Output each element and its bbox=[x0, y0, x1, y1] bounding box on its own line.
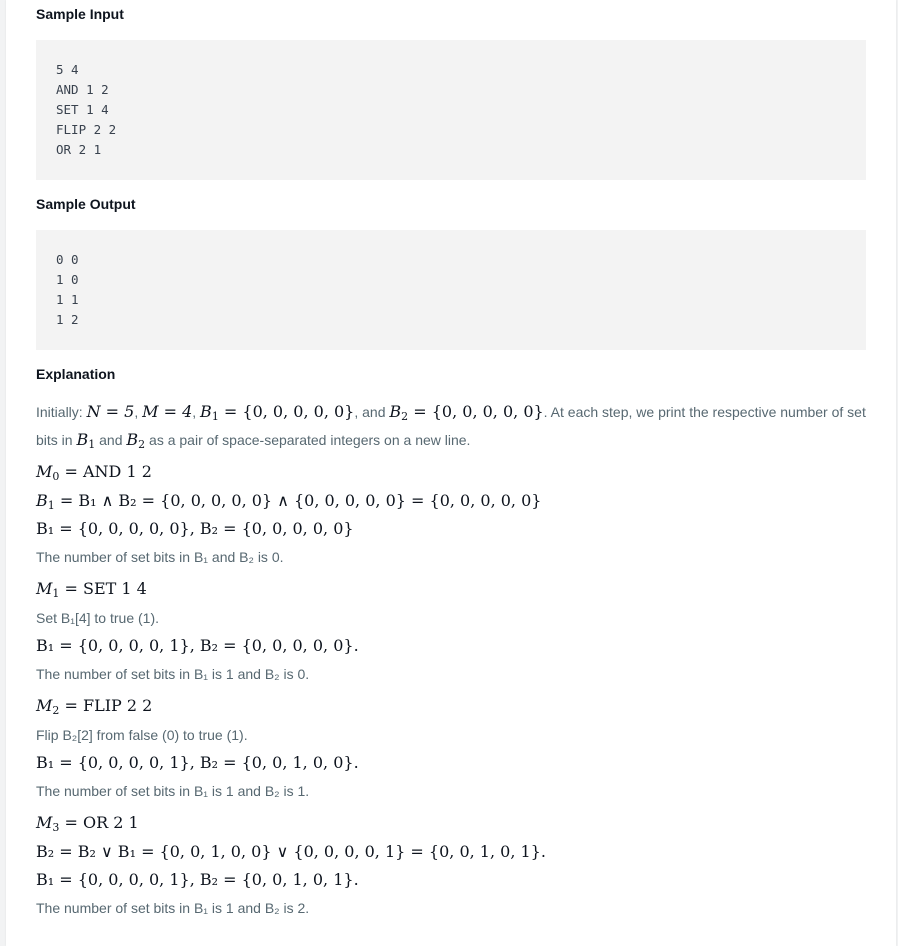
step-1-state: B₁ = {0, 0, 0, 0, 1}, B₂ = {0, 0, 0, 0, 0}. bbox=[36, 636, 359, 655]
intro-b1-math: = {0, 0, 0, 0, 0} bbox=[223, 402, 355, 421]
intro-b2-math: = {0, 0, 0, 0, 0} bbox=[413, 402, 544, 421]
step-1-m-rhs: = SET 1 4 bbox=[64, 579, 147, 598]
step-3-m-rhs: = OR 2 1 bbox=[64, 813, 139, 832]
sample-input-block bbox=[36, 40, 866, 180]
sample-input-line: FLIP 2 2 bbox=[56, 122, 117, 137]
intro-suffix: . At each step, we print the respective number of set bits in bbox=[36, 404, 866, 448]
step-1-note: Set B₁[4] to true (1). bbox=[36, 610, 159, 626]
step-1-count: The number of set bits in B₁ is 1 and B₂ is 0. bbox=[36, 666, 310, 682]
sample-output-line: 0 0 bbox=[56, 252, 79, 267]
problem-page bbox=[6, 0, 896, 946]
sample-output-block bbox=[36, 230, 866, 350]
sample-output-line: 1 1 bbox=[56, 292, 79, 307]
step-2-m-sub: 2 bbox=[52, 704, 60, 717]
step-3-m-label: M bbox=[36, 813, 53, 832]
step-2-m-rhs: = FLIP 2 2 bbox=[64, 696, 153, 715]
step-1-m-label: M bbox=[36, 579, 53, 598]
intro-n-math: N = 5 bbox=[86, 402, 135, 421]
sample-input-line: OR 2 1 bbox=[56, 142, 102, 157]
step-0-eq-lhs: B bbox=[36, 491, 48, 510]
step-0-m-sub: 0 bbox=[52, 470, 60, 483]
sample-input-line: SET 1 4 bbox=[56, 102, 109, 117]
step-0-m-rhs: = AND 1 2 bbox=[64, 462, 152, 481]
intro-m-math: M = 4 bbox=[142, 402, 193, 421]
intro-and2: and bbox=[99, 432, 123, 448]
sample-output-line: 1 2 bbox=[56, 312, 79, 327]
step-0-eq-lhs-sub: 1 bbox=[47, 499, 55, 512]
step-0-eq-rhs: = B₁ ∧ B₂ = {0, 0, 0, 0, 0} ∧ {0, 0, 0, 0, 0} = {0, 0, 0, 0, 0} bbox=[59, 491, 542, 510]
step-3-state: B₁ = {0, 0, 0, 0, 1}, B₂ = {0, 0, 1, 0, 1}. bbox=[36, 870, 359, 889]
step-3-operation bbox=[36, 811, 866, 835]
sample-output-heading: Sample Output bbox=[36, 196, 136, 212]
sample-input-line: 5 4 bbox=[56, 62, 79, 77]
intro-prefix: Initially: bbox=[36, 404, 87, 420]
step-3-equation: B₂ = B₂ ∨ B₁ = {0, 0, 1, 0, 0} ∨ {0, 0, 0, 0, 1} = {0, 0, 1, 0, 1}. bbox=[36, 842, 546, 861]
step-0-count: The number of set bits in B₁ and B₂ is 0. bbox=[36, 549, 284, 565]
step-1-operation bbox=[36, 577, 866, 601]
step-2-note: Flip B₂[2] from false (0) to true (1). bbox=[36, 727, 248, 743]
explanation-heading: Explanation bbox=[36, 366, 116, 382]
intro-and: , and bbox=[354, 404, 390, 420]
step-2-state: B₁ = {0, 0, 0, 0, 1}, B₂ = {0, 0, 1, 0, 0}. bbox=[36, 753, 359, 772]
step-1-m-sub: 1 bbox=[52, 587, 60, 600]
step-2-m-label: M bbox=[36, 696, 53, 715]
sample-input-heading: Sample Input bbox=[36, 6, 124, 22]
step-0-m-label: M bbox=[36, 462, 53, 481]
sample-output-line: 1 0 bbox=[56, 272, 79, 287]
step-3-m-sub: 3 bbox=[52, 821, 60, 834]
step-2-operation bbox=[36, 694, 866, 718]
step-0-operation bbox=[36, 460, 866, 484]
sample-input-line: AND 1 2 bbox=[56, 82, 109, 97]
intro-end: as a pair of space-separated integers on a new line. bbox=[149, 432, 471, 448]
step-0-equation bbox=[36, 489, 866, 513]
step-0-state: B₁ = {0, 0, 0, 0, 0}, B₂ = {0, 0, 0, 0, 0} bbox=[36, 519, 354, 538]
step-3-count: The number of set bits in B₁ is 1 and B₂ is 2. bbox=[36, 900, 310, 916]
explanation-intro: Initially: N = 5, M = 4, $B_1 = \{0$, 0, 0, 0, 0}, and $B_2 = \{0$, 0, 0, 0, 0}. At each step, we print the respective number of set bits in $B_1$ and $B_2$ as a pair of space-separated integers on a new line. bbox=[36, 402, 866, 451]
step-2-count: The number of set bits in B₁ is 1 and B₂ is 1. bbox=[36, 783, 310, 799]
